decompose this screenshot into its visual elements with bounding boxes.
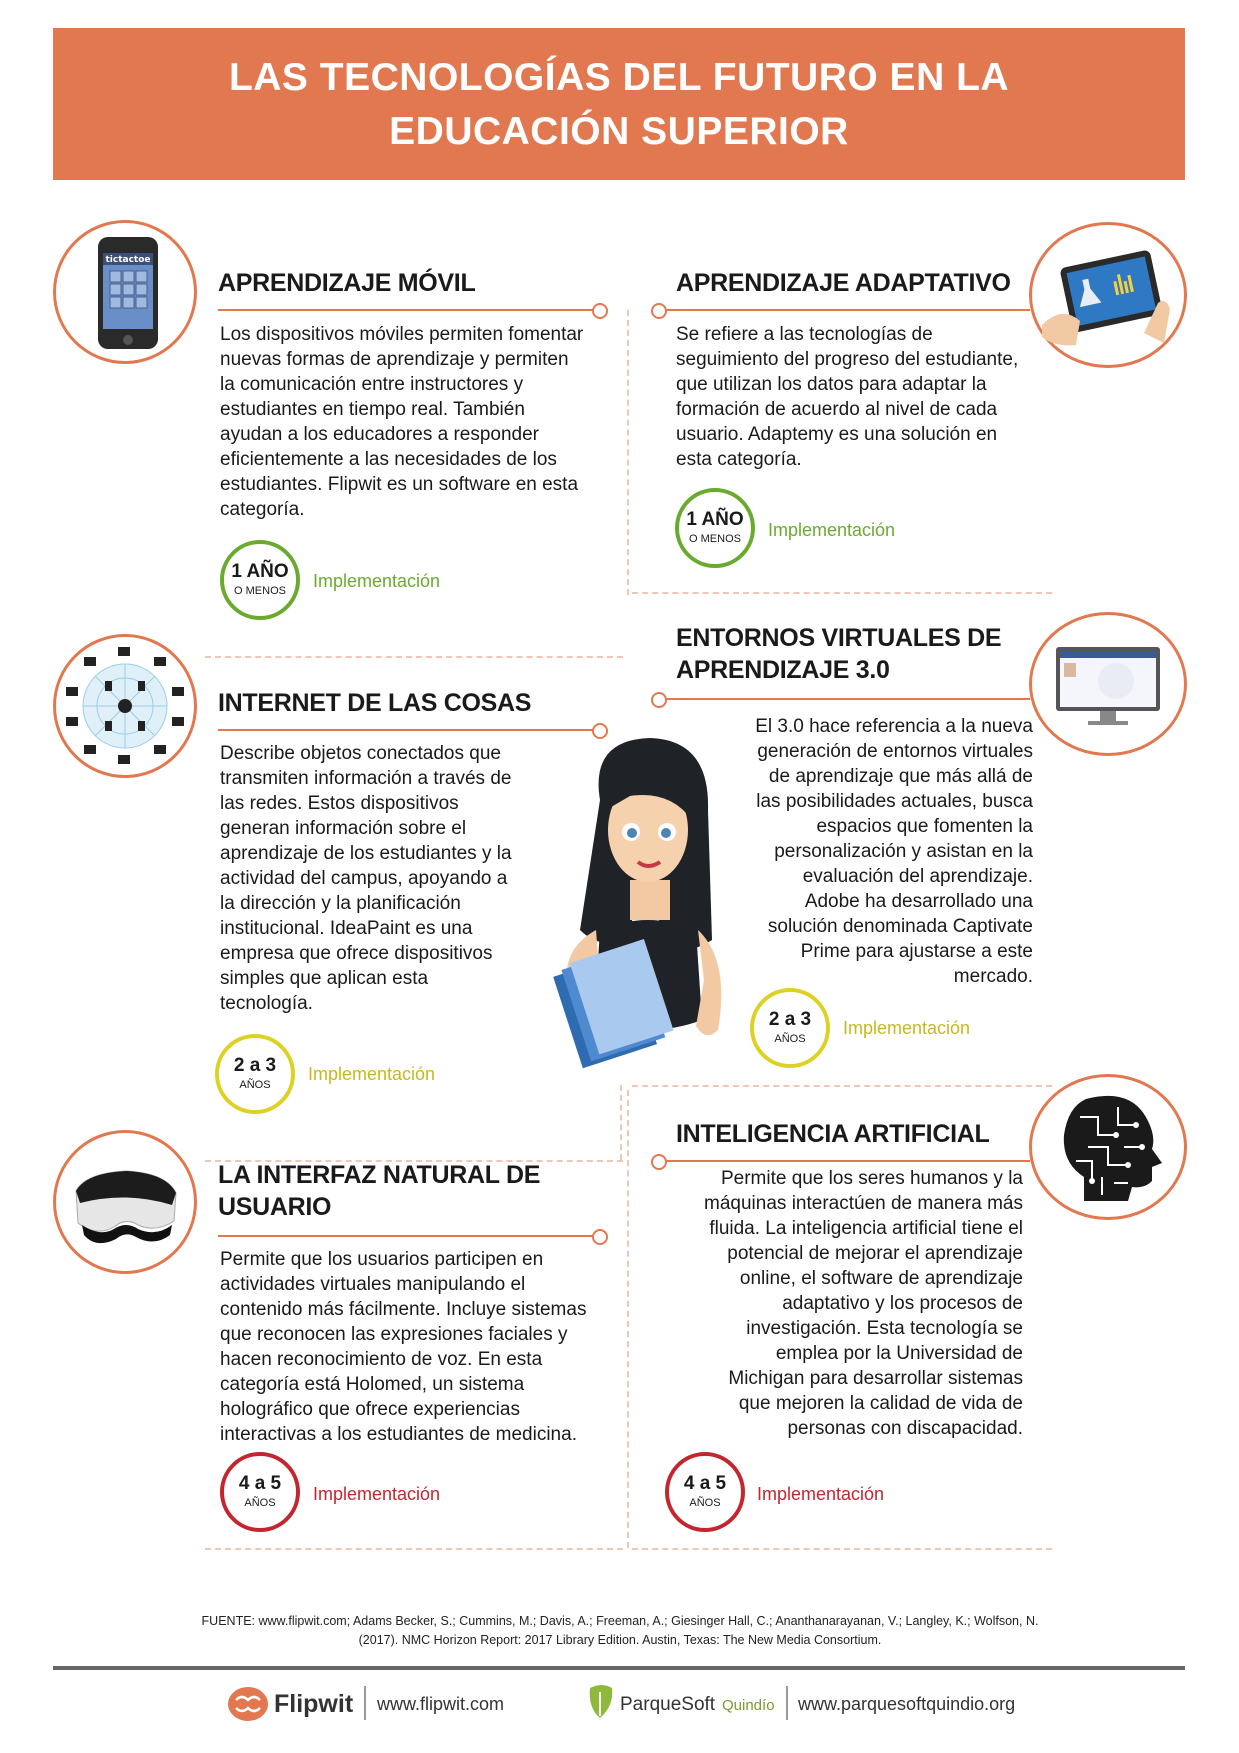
implementation-label: Implementación [757,1484,885,1504]
icon-ring [53,634,197,778]
implementation-label: Implementación [768,520,896,540]
implementation-label: Implementación [308,1064,436,1084]
heading-entornos-1: ENTORNOS VIRTUALES DE [676,624,1002,652]
heading-movil: APRENDIZAJE MÓVIL [218,269,476,297]
timeframe-badge: 1 AÑO O MENOS [220,540,300,620]
flipwit-url[interactable]: www.flipwit.com [377,1694,505,1714]
footer-separator [786,1686,788,1720]
underline [662,698,1030,700]
implementation-label: Implementación [313,571,441,591]
divider [632,1085,1052,1087]
network-icon [56,637,194,775]
heading-iot: INTERNET DE LAS COSAS [218,689,532,717]
icon-ring [53,220,197,364]
flipwit-brain-icon [226,1684,270,1724]
underline [218,1235,596,1237]
divider [632,592,1052,594]
connector-knob [592,303,608,319]
timeframe-badge: 4 a 5 AÑOS [220,1452,300,1532]
footer-separator [364,1686,366,1720]
text-interfaz: Permite que los usuarios participen en actividades virtuales manipulando el contenido más fácilmente. Incluye sistemas que reconocen las expresiones faciales y hacen reconocimiento de voz. En esta categoría está Holomed, un sistema holográfico que ofrece experiencias interactivas a los estudiantes de medicina. [220,1249,587,1445]
icon-ring [53,1130,197,1274]
parquesoft-url[interactable]: www.parquesoftquindio.org [798,1694,1016,1714]
underline [662,309,1030,311]
heading-ia: INTELIGENCIA ARTIFICIAL [676,1120,990,1148]
icon-ring [1029,222,1187,368]
divider [627,310,629,595]
smartphone-icon [56,223,194,361]
text-adaptativo: Se refiere a las tecnologías de seguimiento del progreso del estudiante, que utilizan los datos para adaptar la formación de acuerdo al nivel de cada usuario. Adaptemy es una solución en esta categoría. [676,324,1019,470]
text-ia: Permite que los seres humanos y la máquinas interactúen de manera más fluida. La inteligencia artificial tiene el potencial de mejorar el aprendizaje online, el software de aprendizaje adaptativo y los procesos de investigación. Esta tecnología se emplea por la Universidad de Michigan para desarrollar sistemas que mejoren la calidad de vida de personas con discapacidad. [704,1168,1023,1439]
vr-headset-icon [56,1133,194,1271]
icon-ring [1029,1074,1187,1220]
timeframe-badge: 1 AÑO O MENOS [675,488,755,568]
heading-interfaz-2: USUARIO [218,1193,332,1221]
timeframe-badge: 2 a 3 AÑOS [215,1034,295,1114]
heading-adaptativo: APRENDIZAJE ADAPTATIVO [676,269,1011,297]
title-line1: LAS TECNOLOGÍAS DEL FUTURO EN LA [228,56,1010,99]
text-iot: Describe objetos conectados que transmiten información a través de las redes. Estos dispositivos generan información sobre el aprendizaje de los estudiantes y la actividad del campus, apoyando a la dirección y la planificación institucional. IdeaPaint es una empresa que ofrece dispositivos simples que aplican esta tecnología. [220,743,512,1014]
parquesoft-logo: ParqueSoft [620,1694,716,1715]
underline [218,309,596,311]
source-citation: FUENTE: www.flipwit.com; Adams Becker, S.; Cummins, M.; Davis, A.; Freeman, A.; Giesinger Hall, C.; Ananthanarayanan, V.; Langley, K.; Wolfson, N. (2017). NMC Horizon Report: 2017 Library Edition. Austin, Texas: The New Media Consortium. [201,1614,1039,1647]
connector-knob [592,1229,608,1245]
divider [205,1548,623,1550]
divider [632,1548,1052,1550]
footer-rule [53,1666,1185,1670]
heading-entornos-2: APRENDIZAJE 3.0 [676,656,890,684]
text-entornos: El 3.0 hace referencia a la nueva generación de entornos virtuales de aprendizaje que más allá de las posibilidades actuales, busca espacios que fomenten la personalización y asistan en la evaluación del aprendizaje. Adobe ha desarrollado una solución denominada Captivate Prime para ajustarse a este mercado. [755,716,1033,987]
implementation-label: Implementación [313,1484,441,1504]
text-movil: Los dispositivos móviles permiten fomentar nuevas formas de aprendizaje y permiten la comunicación entre instructores y estudiantes en tiempo real. También ayudan a los educadores a responder eficientemente a las necesidades de los estudiantes. Flipwit es un software en esta categoría. [220,324,584,520]
icon-ring [1029,612,1187,756]
divider [205,656,623,658]
underline [662,1160,1030,1162]
phone-text: tictactoe [105,255,151,265]
timeframe-badge: 4 a 5 AÑOS [665,1452,745,1532]
title-line2: EDUCACIÓN SUPERIOR [389,110,849,153]
implementation-label: Implementación [843,1018,971,1038]
heading-interfaz-1: LA INTERFAZ NATURAL DE [218,1161,541,1189]
connector-knob [651,303,667,319]
flipwit-logo: Flipwit [274,1690,354,1718]
monitor-icon [1032,615,1184,753]
connector-knob [651,692,667,708]
timeframe-badge: 2 a 3 AÑOS [750,988,830,1068]
title-banner [53,28,1185,180]
ai-head-icon [1032,1077,1184,1217]
tablet-icon [1032,225,1184,365]
divider [620,1085,622,1160]
parquesoft-sub: Quindío [722,1697,775,1714]
parquesoft-leaf-icon [586,1682,616,1722]
